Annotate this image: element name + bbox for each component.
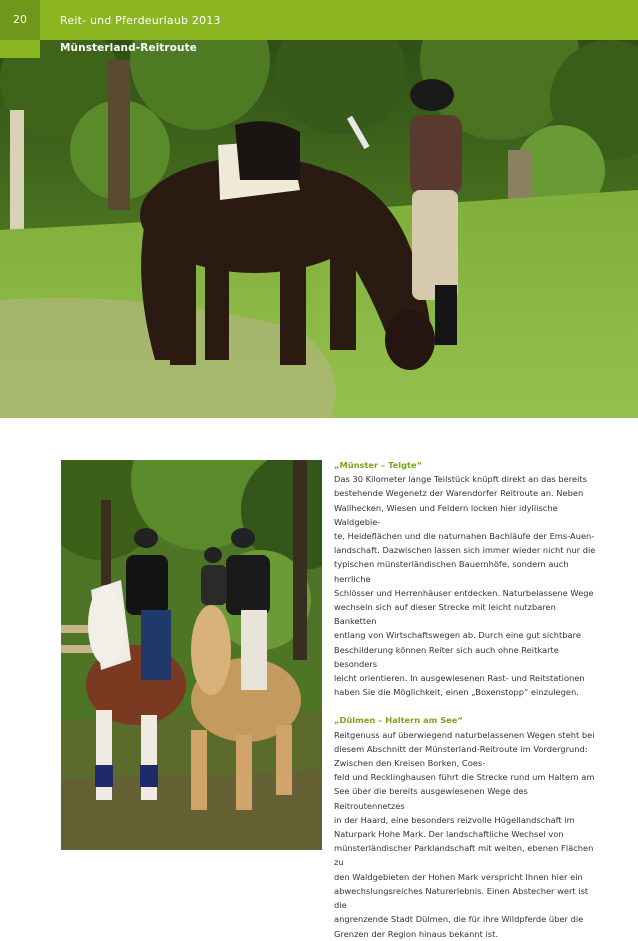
text-line: Grenzen der Region hinaus bekannt ist. xyxy=(334,928,499,939)
text-line: Reitgenuss auf überwiegend naturbelassenen Wegen steht bei xyxy=(334,729,595,740)
section-muenster-telgte xyxy=(334,458,600,699)
text-line: diesem Abschnitt der Münsterland-Reitroute im Vordergrund: xyxy=(334,743,588,754)
text-line: den Waldgebieten der Hohen Mark verspricht Ihnen hier ein xyxy=(334,871,583,882)
subtitle-tab xyxy=(0,40,40,58)
section-duelmen-haltern xyxy=(334,713,600,940)
section-body xyxy=(334,728,600,941)
article-text xyxy=(334,458,600,941)
text-line: feld und Recklinghausen führt die Strecke rund um Haltern am xyxy=(334,772,595,783)
text-line: Beschilderung können Reiter sich auch ohne Reitkarte besonders xyxy=(334,644,559,669)
text-line: typischen münsterländischen Bauernhöfe, sondern auch herrliche xyxy=(334,559,569,584)
text-line: wechseln sich auf dieser Strecke mit leicht nutzbaren Banketten xyxy=(334,602,556,627)
text-line: Naturpark Hohe Mark. Der landschaftliche Wechsel von xyxy=(334,829,564,840)
photo-three-riders xyxy=(61,460,322,850)
text-line: Schlösser und Herrenhäuser entdecken. Naturbelassene Wege xyxy=(334,587,594,598)
text-line: angrenzende Stadt Dülmen, die für ihre Wildpferde über die xyxy=(334,914,584,925)
text-line: landschaft. Dazwischen lassen sich immer wieder nicht nur die xyxy=(334,545,596,556)
photo-rider-with-horse xyxy=(0,40,638,418)
text-line: Zwischen den Kreisen Borken, Coes- xyxy=(334,758,486,769)
page-header-title: Reit- und Pferdeurlaub 2013 xyxy=(60,14,221,27)
text-line: münsterländischer Parklandschaft mit weiten, ebenen Flächen zu xyxy=(334,843,594,868)
text-line: in der Haard, eine besonders reizvolle Hügellandschaft im xyxy=(334,814,575,825)
page-number: 20 xyxy=(0,0,40,40)
text-line: Wallhecken, Wiesen und Feldern locken hier idyllische Waldgebie- xyxy=(334,502,558,527)
text-line: See über die bereits ausgewiesenen Wege des Reitroutennetzes xyxy=(334,786,528,811)
text-line: haben Sie die Möglichkeit, einen „Boxenstopp“ einzulegen. xyxy=(334,687,579,698)
text-line: Das 30 Kilometer lange Teilstück knüpft direkt an das bereits xyxy=(334,474,587,485)
text-line: abwechslungsreiches Naturerlebnis. Einen Abstecher wert ist die xyxy=(334,885,589,911)
text-line: te, Heideflächen und die naturnahen Bachläufe der Ems-Auen- xyxy=(334,531,595,542)
text-line: bestehende Wegenetz der Warendorfer Reitroute an. Neben xyxy=(334,488,584,499)
section-subtitle: Münsterland-Reitroute xyxy=(60,42,197,54)
section-heading: „Münster – Telgte“ xyxy=(334,460,423,470)
section-body xyxy=(334,472,600,699)
text-line: leicht orientieren. In ausgewiesenen Rast- und Reitstationen xyxy=(334,673,585,684)
text-line: entlang von Wirtschaftswegen ab. Durch eine gut sichtbare xyxy=(334,630,581,641)
section-heading: „Dülmen – Haltern am See“ xyxy=(334,715,463,726)
